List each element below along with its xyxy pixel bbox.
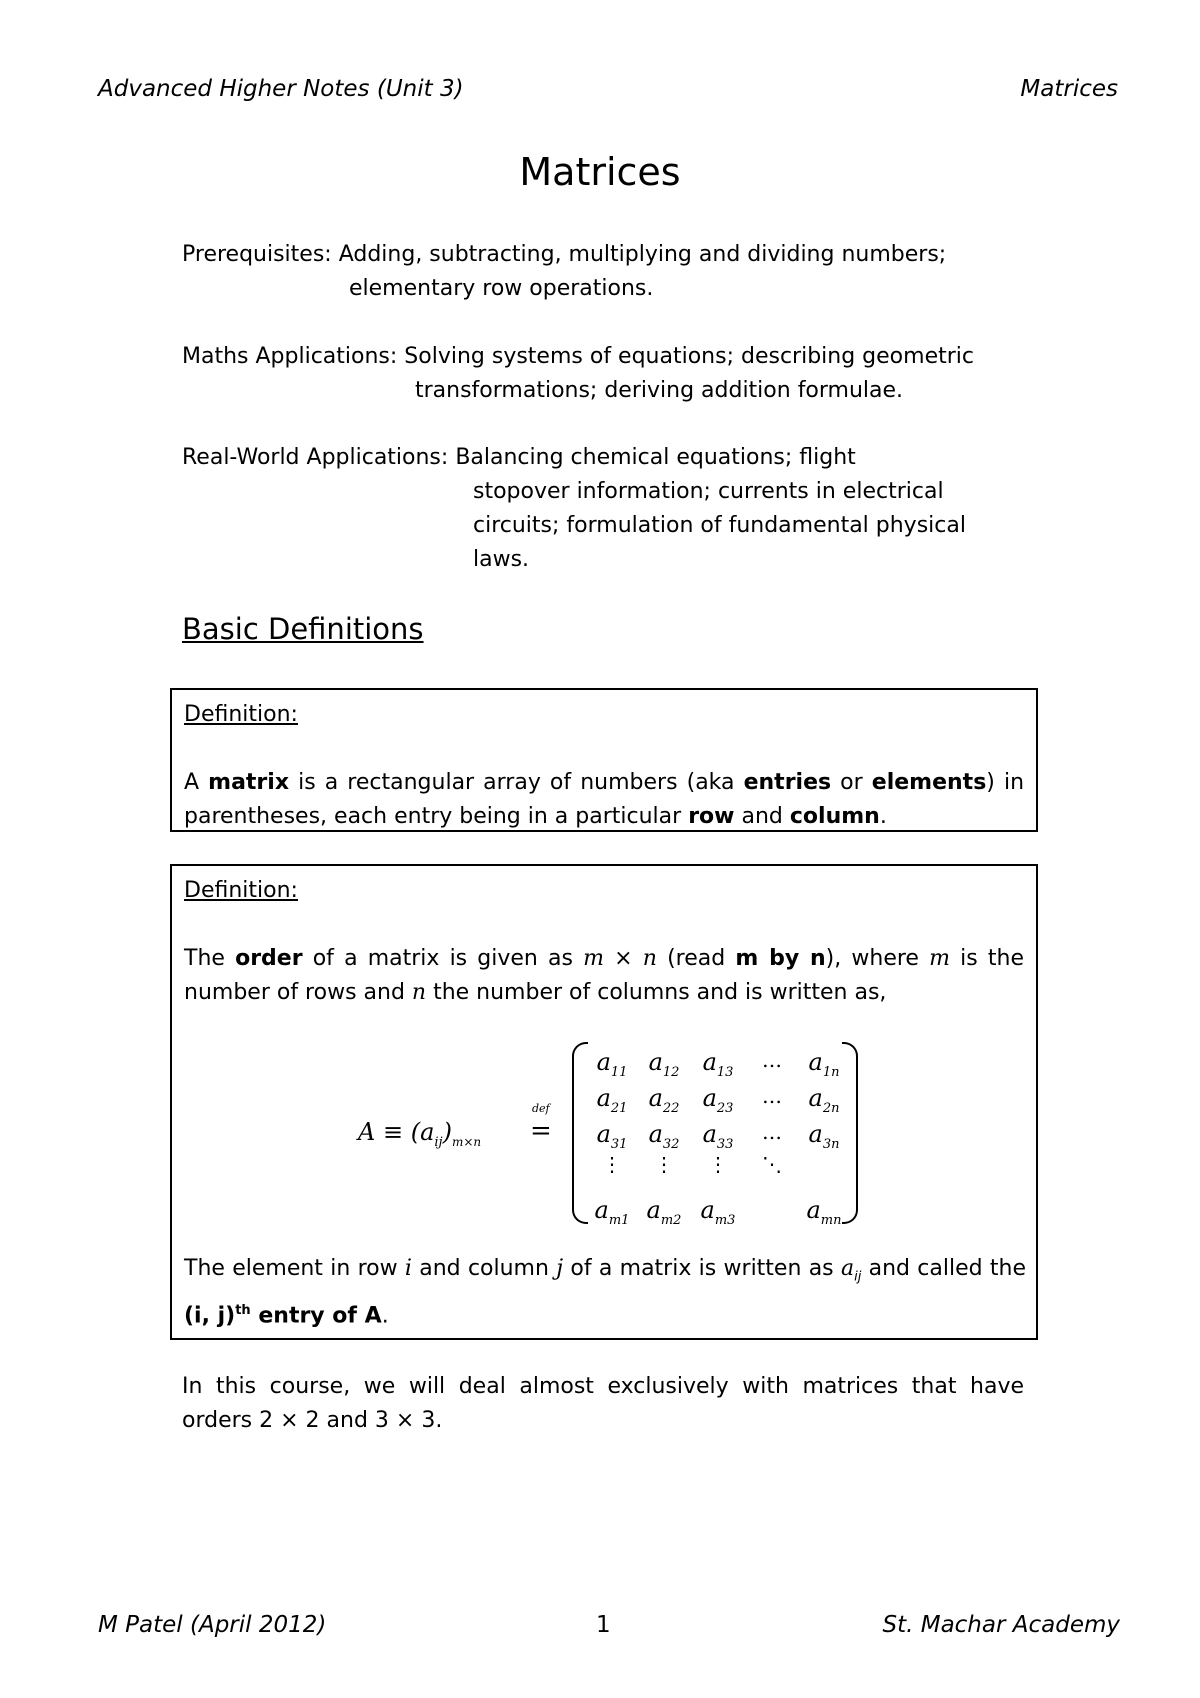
prereq-block xyxy=(182,238,946,306)
matrix-ellipsis: ⋱ xyxy=(762,1152,782,1176)
real-apps-line2: stopover information; currents in electrical xyxy=(473,479,944,504)
matrix-entry: $a_{33}$ xyxy=(702,1120,734,1152)
definition-entry-text: The element in row i and column j of a matrix is written as $a_{ij}$ and called the (i, j)$^{th}$ entry of A. xyxy=(184,1256,1027,1329)
equation-lhs: $A \equiv (a_{ij})_{m\times n}$ xyxy=(358,1118,482,1150)
def-annotation: def xyxy=(532,1102,550,1115)
footer-school: St. Machar Academy xyxy=(882,1612,1120,1638)
real-apps-line4: laws. xyxy=(473,547,530,572)
closing-paragraph xyxy=(182,1370,1024,1438)
matrix-entry: $a_{21}$ xyxy=(596,1084,628,1116)
matrix-entry: $a_{3n}$ xyxy=(808,1120,840,1152)
page-number: 1 xyxy=(596,1612,611,1638)
real-apps-block xyxy=(182,441,966,577)
matrix-entry: $a_{32}$ xyxy=(648,1120,680,1152)
definition-heading: Definition: xyxy=(184,702,298,727)
section-heading: Basic Definitions xyxy=(182,612,424,646)
matrix-entry: $a_{13}$ xyxy=(702,1048,734,1080)
real-apps-line1: Balancing chemical equations; flight xyxy=(455,445,856,470)
matrix-entry: $a_{11}$ xyxy=(596,1048,628,1080)
definition-order-text: The order of a matrix is given as m × n (read m by n), where m is the number of rows and n the number of columns and is written as, xyxy=(184,946,1024,1005)
matrix-entry: $a_{22}$ xyxy=(648,1084,680,1116)
matrix-entry: $a_{31}$ xyxy=(596,1120,628,1152)
header-right: Matrices xyxy=(1020,76,1118,102)
definition-heading: Definition: xyxy=(184,878,298,903)
matrix-entry: $a_{23}$ xyxy=(702,1084,734,1116)
maths-apps-block xyxy=(182,340,974,408)
matrix-equation xyxy=(320,1028,880,1228)
matrix-ellipsis: ⋮ xyxy=(602,1152,622,1176)
matrix-entry: $a_{m3}$ xyxy=(700,1196,736,1228)
footer-author: M Patel (April 2012) xyxy=(98,1612,327,1638)
matrix-entry: $a_{12}$ xyxy=(648,1048,680,1080)
matrix-entry: $a_{2n}$ xyxy=(808,1084,840,1116)
matrix-entry: $a_{m2}$ xyxy=(646,1196,682,1228)
header-left: Advanced Higher Notes (Unit 3) xyxy=(98,76,464,102)
matrix-ellipsis: … xyxy=(762,1084,782,1108)
prereq-line1: Adding, subtracting, multiplying and dividing numbers; xyxy=(338,242,947,267)
closing-line1: In this course, we will deal almost exclusively with matrices that have xyxy=(182,1374,1024,1399)
matrix-entry: $a_{m1}$ xyxy=(594,1196,630,1228)
maths-apps-label: Maths Applications: xyxy=(182,344,398,369)
definition-box-matrix xyxy=(170,688,1038,832)
definition-text: A matrix is a rectangular array of numbers (aka entries or elements) in parentheses, each entry being in a particular row and column. xyxy=(184,770,1025,829)
maths-apps-line1: Solving systems of equations; describing geometric xyxy=(404,344,974,369)
matrix-entry: $a_{1n}$ xyxy=(808,1048,840,1080)
matrix-ellipsis: ⋮ xyxy=(654,1152,674,1176)
page-title: Matrices xyxy=(519,150,681,194)
matrix-ellipsis: … xyxy=(762,1120,782,1144)
matrix-entry: $a_{mn}$ xyxy=(806,1196,842,1228)
matrix-ellipsis: ⋮ xyxy=(708,1152,728,1176)
matrix-ellipsis: … xyxy=(762,1048,782,1072)
real-apps-line3: circuits; formulation of fundamental physical xyxy=(473,513,966,538)
prereq-label: Prerequisites: xyxy=(182,242,332,267)
maths-apps-line2: transformations; deriving addition formulae. xyxy=(415,378,904,403)
equals-sign: = xyxy=(530,1116,552,1146)
prereq-line2: elementary row operations. xyxy=(349,276,654,301)
closing-line2: orders 2 × 2 and 3 × 3. xyxy=(182,1408,443,1433)
real-apps-label: Real-World Applications: xyxy=(182,445,449,470)
